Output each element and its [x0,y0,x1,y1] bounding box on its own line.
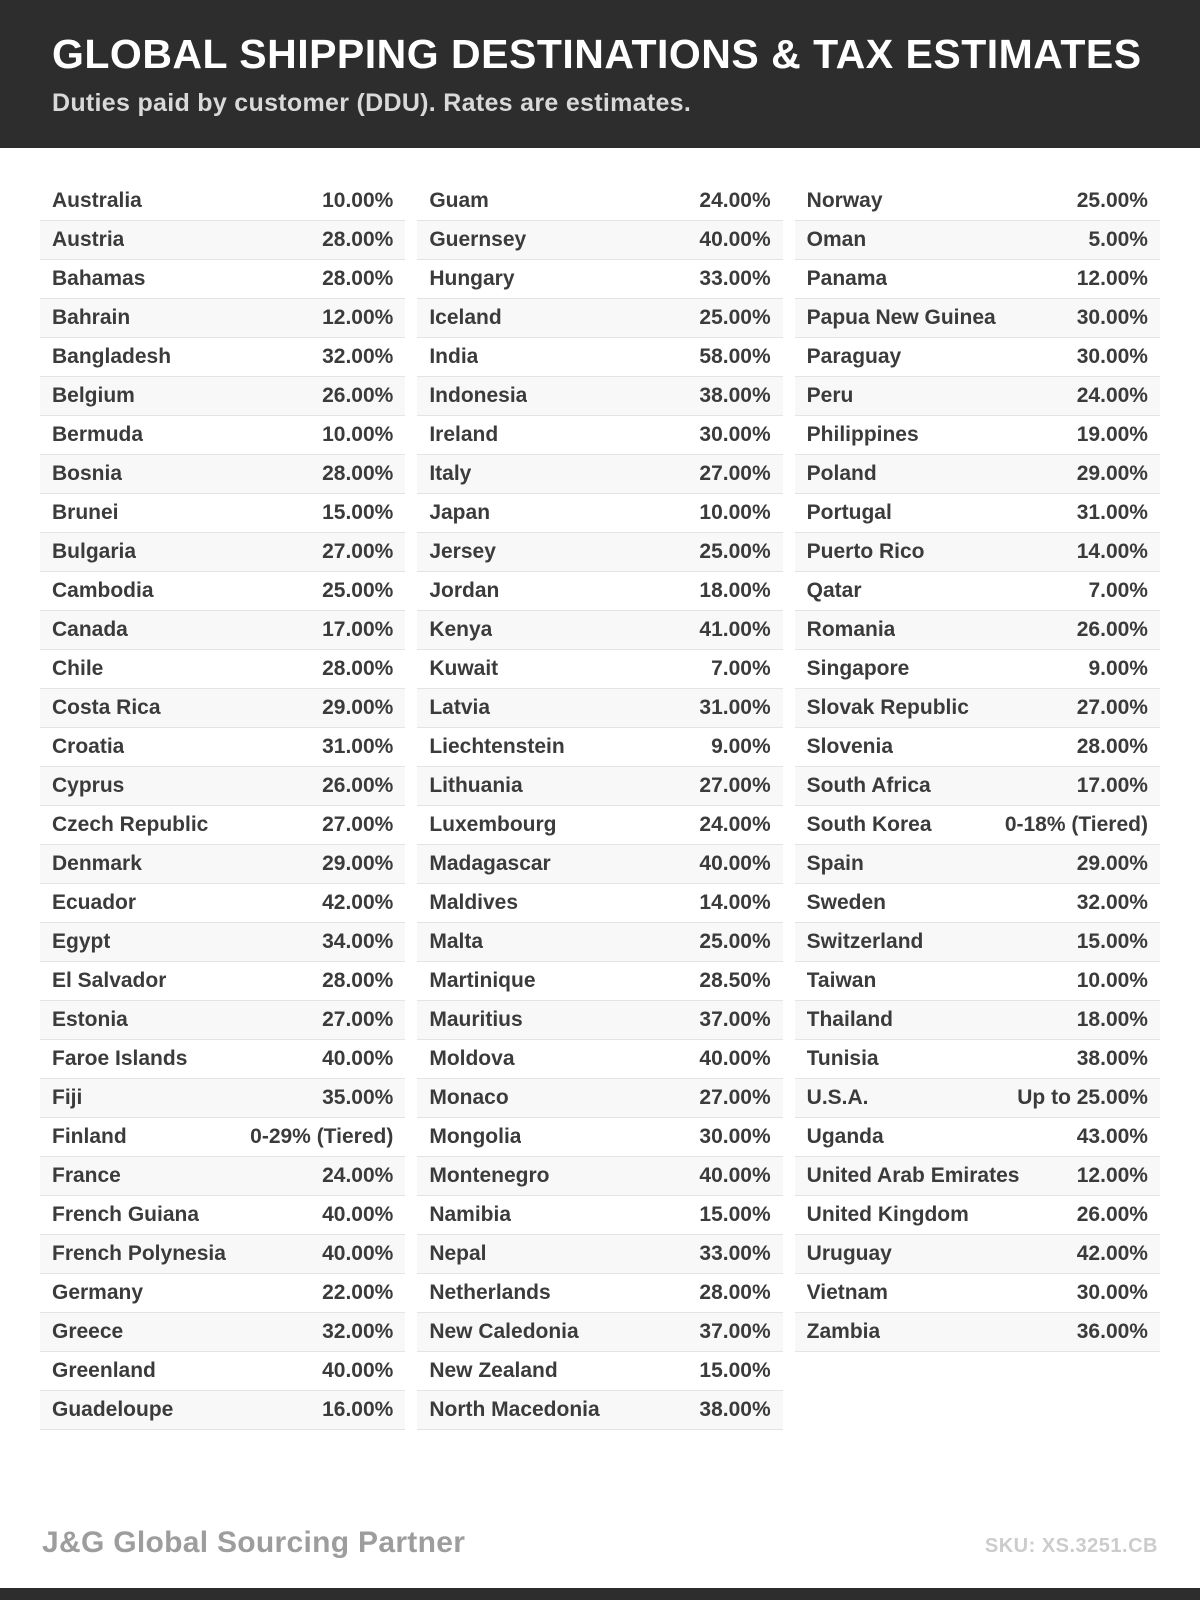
country-name: Jersey [429,540,496,564]
tax-rate: 28.00% [322,657,394,681]
country-name: Finland [52,1125,127,1149]
country-name: Guadeloupe [52,1398,174,1422]
country-name: Martinique [429,969,536,993]
tax-rate: 15.00% [699,1203,771,1227]
country-name: Qatar [806,579,862,603]
tax-rate: 42.00% [1076,1242,1148,1266]
table-row [417,377,782,416]
table-row [40,1313,405,1352]
table-row [40,416,405,455]
country-name: Slovak Republic [806,696,969,720]
country-name: Bulgaria [52,540,137,564]
tax-rate: 41.00% [699,618,771,642]
country-name: Poland [806,462,877,486]
table-row [417,1079,782,1118]
country-name: Guernsey [429,228,527,252]
country-name: Panama [806,267,888,291]
country-name: Hungary [429,267,515,291]
country-name: New Caledonia [429,1320,579,1344]
table-row [795,338,1160,377]
country-name: Egypt [52,930,111,954]
table-row [417,299,782,338]
tax-rate: 25.00% [1076,189,1148,213]
country-name: French Guiana [52,1203,200,1227]
tax-rate: 32.00% [322,1320,394,1344]
tax-rate: 29.00% [322,852,394,876]
country-name: South Africa [806,774,931,798]
tax-rate: 16.00% [322,1398,394,1422]
country-name: Philippines [806,423,919,447]
table-row [40,767,405,806]
country-name: Bosnia [52,462,123,486]
country-name: United Kingdom [806,1203,969,1227]
country-name: Cambodia [52,579,154,603]
tax-rate: 12.00% [1076,1164,1148,1188]
table-row [417,416,782,455]
table-row [795,1040,1160,1079]
table-row [795,299,1160,338]
country-name: Uganda [806,1125,884,1149]
country-name: Chile [52,657,104,681]
table-column-2 [417,182,782,1430]
table-row [417,338,782,377]
tax-rate: 10.00% [1076,969,1148,993]
tax-rate: 18.00% [1076,1008,1148,1032]
table-row [417,1313,782,1352]
rates-table [0,148,1200,1506]
country-name: Cyprus [52,774,125,798]
table-row [795,494,1160,533]
table-row [417,1157,782,1196]
table-row [40,1001,405,1040]
tax-rate: 40.00% [699,228,771,252]
tax-rate: 26.00% [322,774,394,798]
sku-text: SKU: XS.3251.CB [984,1535,1158,1557]
table-row [417,650,782,689]
tax-rate: 33.00% [699,1242,771,1266]
tax-rate: 28.00% [699,1281,771,1305]
country-name: India [429,345,479,369]
tax-rate: 24.00% [322,1164,394,1188]
country-name: Spain [806,852,864,876]
country-name: Moldova [429,1047,515,1071]
country-name: Portugal [806,501,892,525]
table-column-3 [795,182,1160,1352]
country-name: Kuwait [429,657,499,681]
table-row [40,611,405,650]
tax-rate: 58.00% [699,345,771,369]
table-row [417,1118,782,1157]
tax-rate: 26.00% [322,384,394,408]
tax-rate: 27.00% [322,1008,394,1032]
country-name: El Salvador [52,969,167,993]
country-name: Madagascar [429,852,551,876]
tax-rate: 15.00% [699,1359,771,1383]
table-row [40,338,405,377]
tax-rate: 15.00% [322,501,394,525]
country-name: Bahrain [52,306,131,330]
country-name: Slovenia [806,735,894,759]
table-row [417,1391,782,1430]
country-name: North Macedonia [429,1398,600,1422]
tax-rate: 17.00% [1076,774,1148,798]
page-subtitle: Duties paid by customer (DDU). Rates are estimates. [52,89,692,118]
tax-rate: 15.00% [1076,930,1148,954]
table-row [40,1118,405,1157]
country-name: French Polynesia [52,1242,226,1266]
country-name: Thailand [806,1008,893,1032]
tax-rate: 26.00% [1076,618,1148,642]
tax-rate: 33.00% [699,267,771,291]
country-name: Guam [429,189,489,213]
table-row [795,182,1160,221]
tax-rate: 27.00% [699,1086,771,1110]
tax-rate: Up to 25.00% [1017,1086,1148,1110]
brand-text: J&G Global Sourcing Partner [42,1526,466,1559]
table-row [417,728,782,767]
country-name: United Arab Emirates [806,1164,1020,1188]
tax-rate: 28.50% [699,969,771,993]
table-row [417,806,782,845]
country-name: Australia [52,189,142,213]
country-name: Papua New Guinea [806,306,996,330]
country-name: U.S.A. [806,1086,869,1110]
table-row [417,923,782,962]
country-name: Costa Rica [52,696,161,720]
tax-rate: 14.00% [699,891,771,915]
tax-rate: 42.00% [322,891,394,915]
tax-rate: 28.00% [322,462,394,486]
tax-rate: 24.00% [699,189,771,213]
country-name: Austria [52,228,125,252]
table-row [40,533,405,572]
table-row [40,884,405,923]
table-row [795,923,1160,962]
page-title: GLOBAL SHIPPING DESTINATIONS & TAX ESTIMATES [52,31,1142,77]
table-row [40,728,405,767]
table-row [795,767,1160,806]
tax-rate: 28.00% [322,228,394,252]
country-name: Iceland [429,306,502,330]
table-row [40,1274,405,1313]
tax-rate: 22.00% [322,1281,394,1305]
country-name: Zambia [806,1320,881,1344]
country-name: Mauritius [429,1008,523,1032]
table-row [795,962,1160,1001]
tax-rate: 7.00% [1088,579,1148,603]
country-name: Jordan [429,579,500,603]
country-name: Paraguay [806,345,902,369]
country-name: Singapore [806,657,910,681]
table-row [417,1040,782,1079]
table-row [795,650,1160,689]
tax-rate: 30.00% [699,1125,771,1149]
tax-rate: 31.00% [1076,501,1148,525]
tax-rate: 24.00% [1076,384,1148,408]
country-name: Vietnam [806,1281,888,1305]
country-name: Belgium [52,384,135,408]
table-row [417,221,782,260]
tax-rate: 40.00% [699,1047,771,1071]
country-name: Canada [52,618,128,642]
tax-rate: 29.00% [1076,852,1148,876]
country-name: Kenya [429,618,493,642]
table-row [417,494,782,533]
country-name: Luxembourg [429,813,557,837]
table-row [417,1001,782,1040]
tax-rate: 28.00% [1076,735,1148,759]
country-name: Netherlands [429,1281,551,1305]
table-row [417,962,782,1001]
table-row [40,299,405,338]
country-name: South Korea [806,813,932,837]
tax-rate: 40.00% [699,1164,771,1188]
tax-rate: 27.00% [322,813,394,837]
table-row [417,1196,782,1235]
country-name: Faroe Islands [52,1047,188,1071]
country-name: Switzerland [806,930,924,954]
table-row [417,884,782,923]
table-row [40,962,405,1001]
country-name: Germany [52,1281,144,1305]
tax-rate: 10.00% [322,423,394,447]
tax-rate: 30.00% [1076,1281,1148,1305]
country-name: Greece [52,1320,124,1344]
table-row [417,1352,782,1391]
country-name: Bermuda [52,423,144,447]
country-name: Tunisia [806,1047,879,1071]
tax-rate: 27.00% [699,462,771,486]
tax-rate: 40.00% [322,1242,394,1266]
country-name: Mongolia [429,1125,522,1149]
table-row [795,260,1160,299]
tax-rate: 25.00% [699,540,771,564]
tax-rate: 30.00% [1076,306,1148,330]
table-row [40,845,405,884]
table-row [417,260,782,299]
tax-rate: 32.00% [322,345,394,369]
table-row [40,1079,405,1118]
tax-rate: 27.00% [322,540,394,564]
tax-rate: 9.00% [1088,657,1148,681]
table-row [40,572,405,611]
table-row [795,1313,1160,1352]
table-row [40,1391,405,1430]
tax-rate: 26.00% [1076,1203,1148,1227]
country-name: Latvia [429,696,491,720]
country-name: Ireland [429,423,499,447]
country-name: Bangladesh [52,345,172,369]
tax-rate: 25.00% [699,930,771,954]
table-row [40,455,405,494]
table-row [417,845,782,884]
country-name: Norway [806,189,883,213]
tax-rate: 43.00% [1076,1125,1148,1149]
country-name: Montenegro [429,1164,550,1188]
table-row [795,1157,1160,1196]
table-row [417,767,782,806]
table-row [40,1196,405,1235]
tax-rate: 24.00% [699,813,771,837]
table-row [40,806,405,845]
tax-rate: 0-18% (Tiered) [1004,813,1148,837]
country-name: Lithuania [429,774,523,798]
country-name: Puerto Rico [806,540,925,564]
country-name: Oman [806,228,867,252]
country-name: Maldives [429,891,519,915]
country-name: Croatia [52,735,125,759]
tax-rate: 10.00% [322,189,394,213]
country-name: Romania [806,618,896,642]
table-row [417,533,782,572]
country-name: Bahamas [52,267,146,291]
table-row [417,572,782,611]
table-row [40,221,405,260]
table-row [795,884,1160,923]
country-name: Estonia [52,1008,128,1032]
country-name: Peru [806,384,854,408]
table-row [417,1274,782,1313]
tax-rate: 27.00% [1076,696,1148,720]
tax-rate: 18.00% [699,579,771,603]
table-row [795,689,1160,728]
country-name: Sweden [806,891,887,915]
tax-rate: 19.00% [1076,423,1148,447]
tax-rate: 25.00% [322,579,394,603]
table-row [40,689,405,728]
country-name: Japan [429,501,491,525]
table-row [40,1040,405,1079]
tax-rate: 14.00% [1076,540,1148,564]
country-name: Malta [429,930,484,954]
table-row [795,221,1160,260]
table-row [795,1196,1160,1235]
tax-rate: 9.00% [711,735,771,759]
tax-rate: 40.00% [322,1359,394,1383]
country-name: Denmark [52,852,142,876]
country-name: Monaco [429,1086,509,1110]
table-row [795,845,1160,884]
tax-rate: 29.00% [1076,462,1148,486]
table-row [795,572,1160,611]
tax-rate: 12.00% [1076,267,1148,291]
tax-rate: 32.00% [1076,891,1148,915]
table-row [417,611,782,650]
table-row [417,455,782,494]
tax-rate: 31.00% [322,735,394,759]
country-name: Ecuador [52,891,137,915]
country-name: Fiji [52,1086,83,1110]
tax-rate: 28.00% [322,969,394,993]
tax-rate: 30.00% [699,423,771,447]
table-row [795,806,1160,845]
table-row [40,494,405,533]
tax-rate: 7.00% [711,657,771,681]
tax-rate: 38.00% [1076,1047,1148,1071]
tax-rate: 36.00% [1076,1320,1148,1344]
country-name: Taiwan [806,969,877,993]
table-row [795,533,1160,572]
tax-rate: 35.00% [322,1086,394,1110]
table-row [417,689,782,728]
tax-rate: 30.00% [1076,345,1148,369]
tax-rate: 10.00% [699,501,771,525]
tax-rate: 40.00% [322,1203,394,1227]
table-row [795,1079,1160,1118]
table-row [40,1352,405,1391]
table-row [40,1157,405,1196]
tax-rate: 37.00% [699,1008,771,1032]
tax-rate: 12.00% [322,306,394,330]
page-footer [0,1506,1200,1588]
tax-rate: 40.00% [699,852,771,876]
tax-rate: 17.00% [322,618,394,642]
country-name: Czech Republic [52,813,209,837]
country-name: France [52,1164,121,1188]
tax-rate: 31.00% [699,696,771,720]
tax-rate: 5.00% [1088,228,1148,252]
tax-rate: 34.00% [322,930,394,954]
country-name: Liechtenstein [429,735,565,759]
table-row [795,377,1160,416]
tax-rate: 38.00% [699,384,771,408]
country-name: New Zealand [429,1359,558,1383]
table-row [795,455,1160,494]
tax-rate: 29.00% [322,696,394,720]
table-row [795,416,1160,455]
table-row [417,1235,782,1274]
country-name: Nepal [429,1242,487,1266]
table-row [795,1118,1160,1157]
tax-rate: 37.00% [699,1320,771,1344]
tax-rate: 0-29% (Tiered) [250,1125,394,1149]
country-name: Uruguay [806,1242,892,1266]
tax-rate: 28.00% [322,267,394,291]
country-name: Italy [429,462,472,486]
table-row [795,1274,1160,1313]
table-row [417,182,782,221]
table-row [795,1001,1160,1040]
table-row [40,260,405,299]
country-name: Indonesia [429,384,528,408]
tax-rate: 27.00% [699,774,771,798]
table-column-1 [40,182,405,1430]
header-banner [0,0,1200,148]
table-row [40,1235,405,1274]
table-row [795,1235,1160,1274]
country-name: Brunei [52,501,119,525]
tax-rate: 40.00% [322,1047,394,1071]
table-row [795,728,1160,767]
bottom-bar [0,1588,1200,1600]
table-row [795,611,1160,650]
table-row [40,182,405,221]
table-row [40,923,405,962]
tax-rate: 25.00% [699,306,771,330]
table-row [40,650,405,689]
country-name: Namibia [429,1203,512,1227]
tax-rate: 38.00% [699,1398,771,1422]
table-row [40,377,405,416]
country-name: Greenland [52,1359,156,1383]
